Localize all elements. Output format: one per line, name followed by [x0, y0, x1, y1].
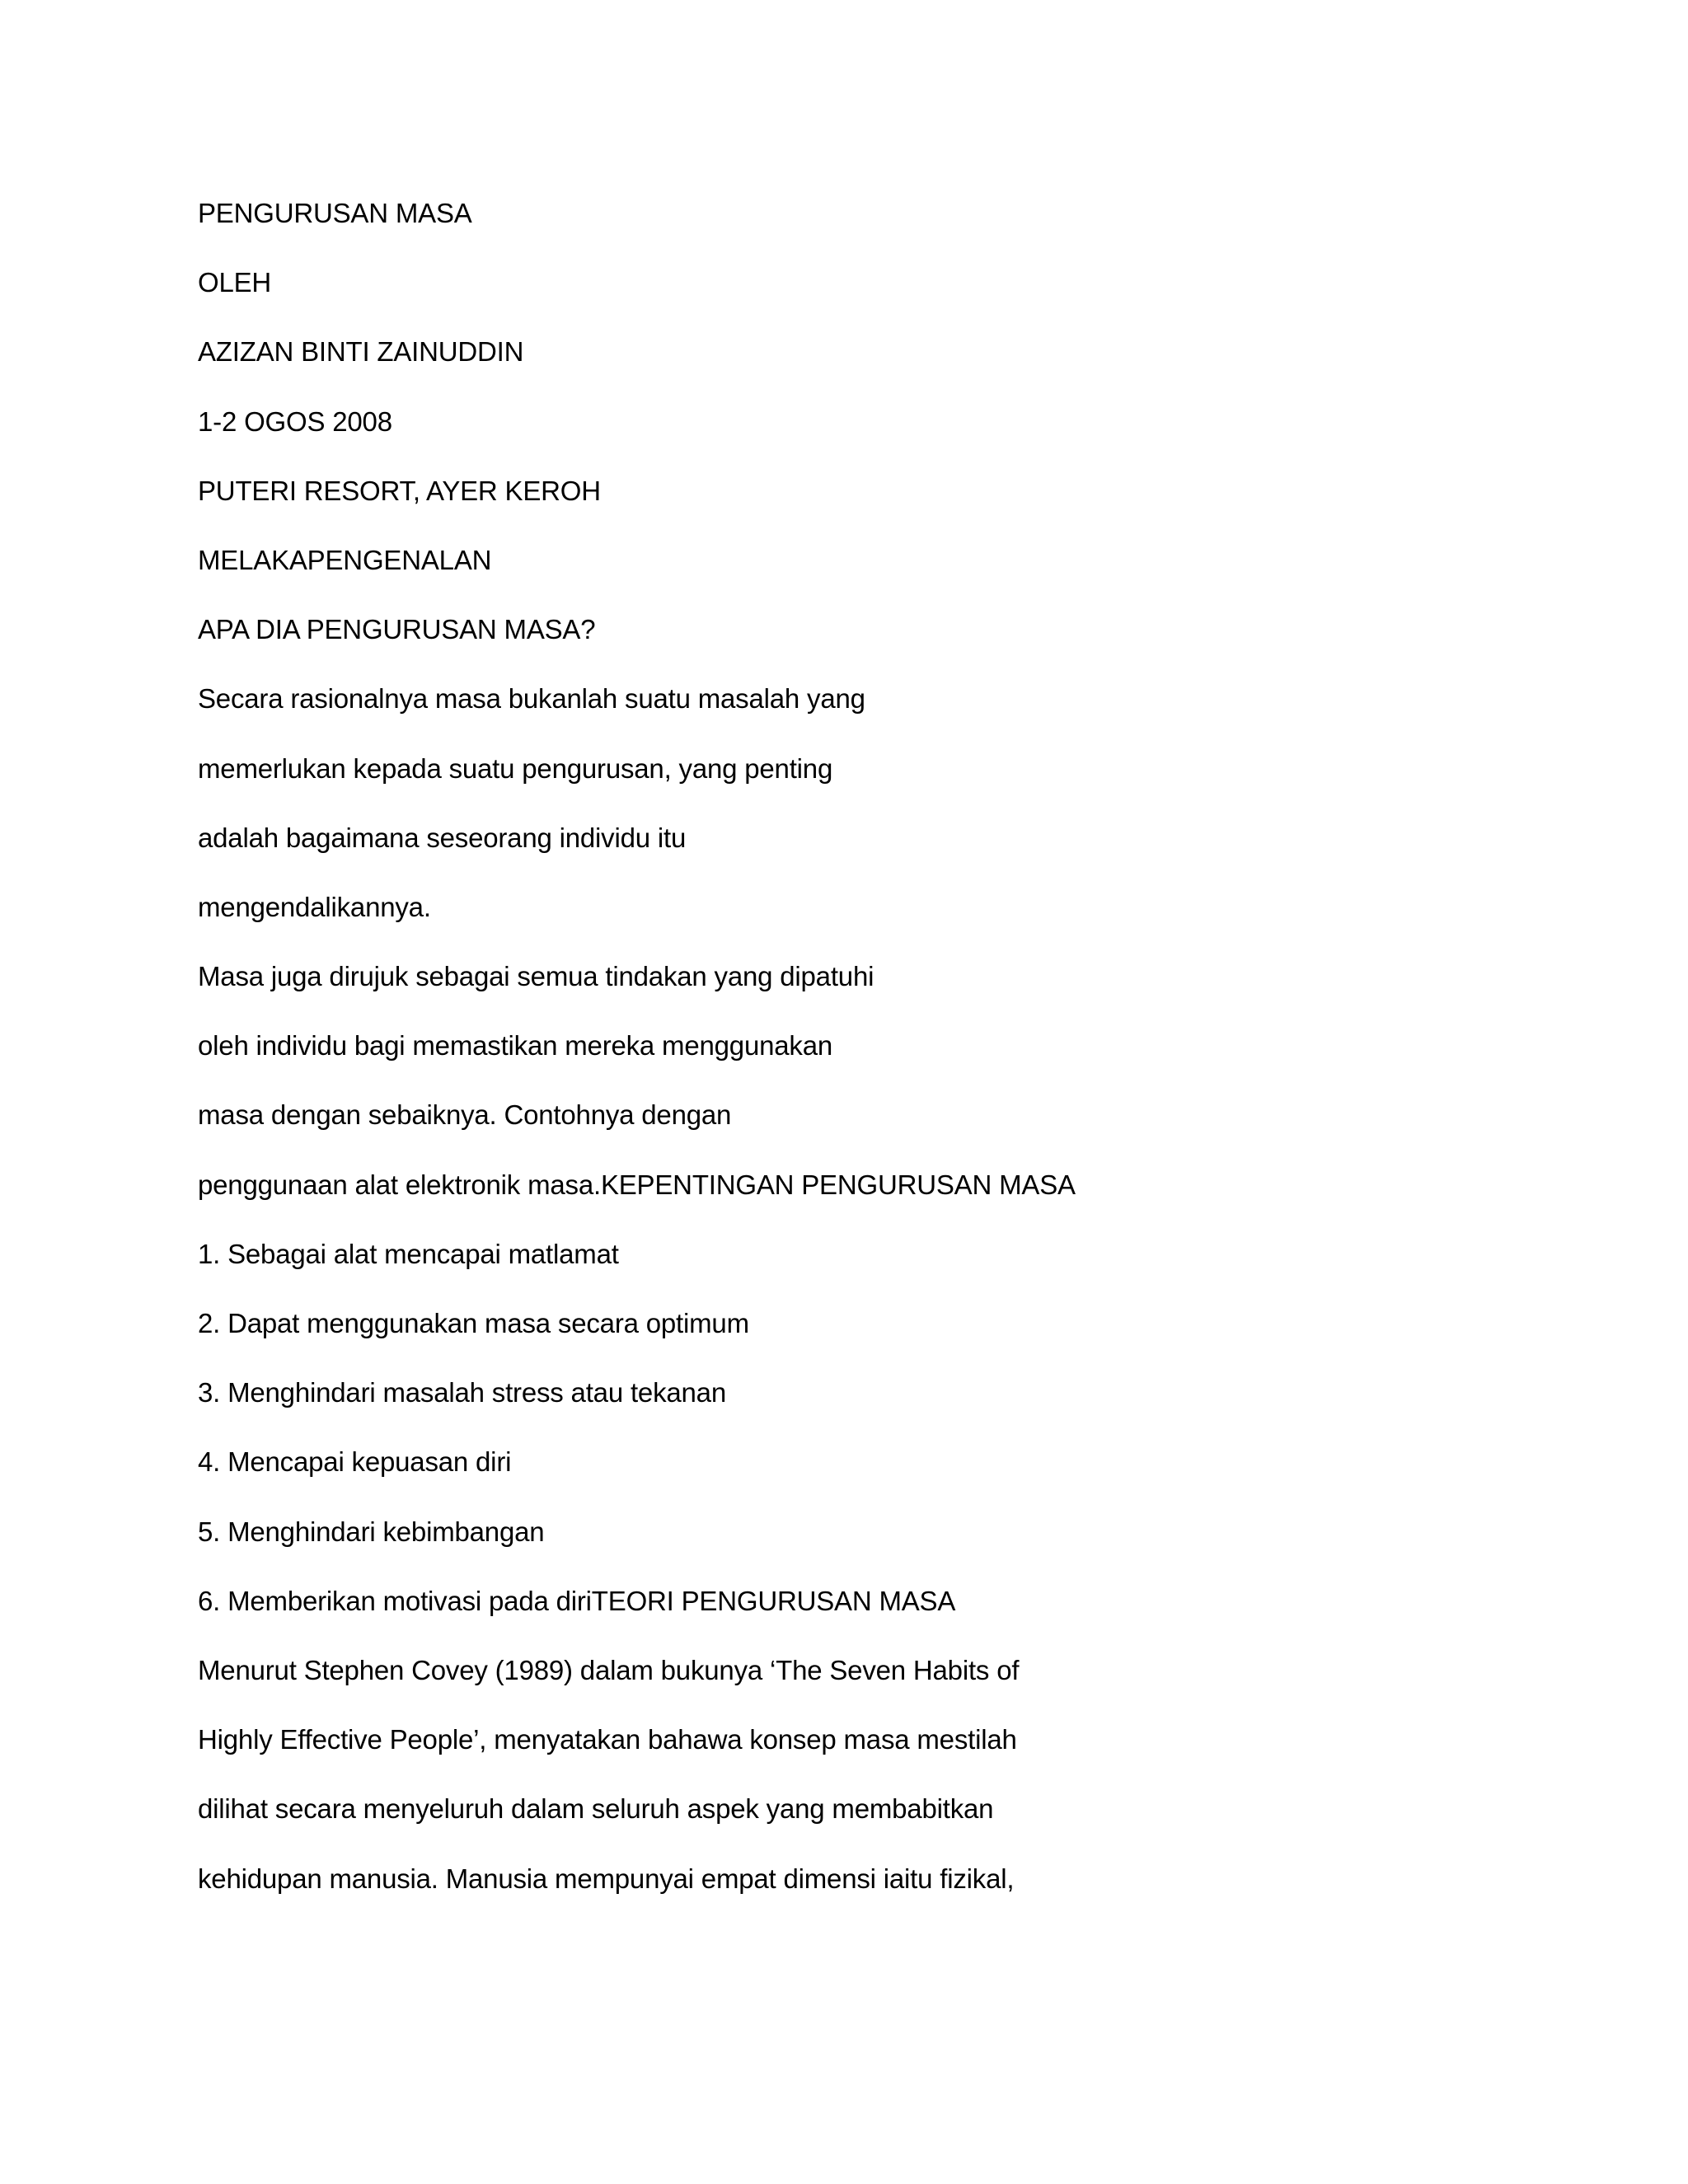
- body-text-line: Menurut Stephen Covey (1989) dalam bukunya ‘The Seven Habits of: [198, 1654, 1020, 1685]
- body-text-line: memerlukan kepada suatu pengurusan, yang penting: [198, 752, 833, 784]
- list-item: 3. Menghindari masalah stress atau tekanan: [198, 1377, 726, 1408]
- body-text-line: Highly Effective People’, menyatakan bahawa konsep masa mestilah: [198, 1724, 1017, 1755]
- event-date: 1-2 OGOS 2008: [198, 405, 392, 437]
- body-text-line: Secara rasionalnya masa bukanlah suatu masalah yang: [198, 683, 865, 715]
- document-body: [198, 198, 1599, 1933]
- body-text-line: adalah bagaimana seseorang individu itu: [198, 822, 687, 853]
- author-name: AZIZAN BINTI ZAINUDDIN: [198, 336, 524, 368]
- body-text-line: mengendalikannya.: [198, 891, 431, 922]
- body-text-line: penggunaan alat elektronik masa.KEPENTINGAN PENGURUSAN MASA: [198, 1169, 1076, 1200]
- list-item: 6. Memberikan motivasi pada diriTEORI PENGURUSAN MASA: [198, 1585, 956, 1616]
- body-text-line: dilihat secara menyeluruh dalam seluruh aspek yang membabitkan: [198, 1793, 994, 1825]
- byline-label: OLEH: [198, 267, 272, 298]
- list-item: 2. Dapat menggunakan masa secara optimum: [198, 1308, 749, 1338]
- body-text-line: oleh individu bagi memastikan mereka menggunakan: [198, 1030, 833, 1062]
- body-text-line: kehidupan manusia. Manusia mempunyai empat dimensi iaitu fizikal,: [198, 1863, 1015, 1894]
- body-text-line: masa dengan sebaiknya. Contohnya dengan: [198, 1099, 732, 1131]
- question-heading: APA DIA PENGURUSAN MASA?: [198, 614, 596, 645]
- event-venue: PUTERI RESORT, AYER KEROH: [198, 475, 601, 506]
- section-heading-intro: MELAKAPENGENALAN: [198, 544, 492, 575]
- body-text-line: Masa juga dirujuk sebagai semua tindakan yang dipatuhi: [198, 961, 874, 992]
- list-item: 4. Mencapai kepuasan diri: [198, 1446, 512, 1478]
- list-item: 1. Sebagai alat mencapai matlamat: [198, 1238, 619, 1269]
- document-title: PENGURUSAN MASA: [198, 198, 472, 228]
- list-item: 5. Menghindari kebimbangan: [198, 1516, 545, 1547]
